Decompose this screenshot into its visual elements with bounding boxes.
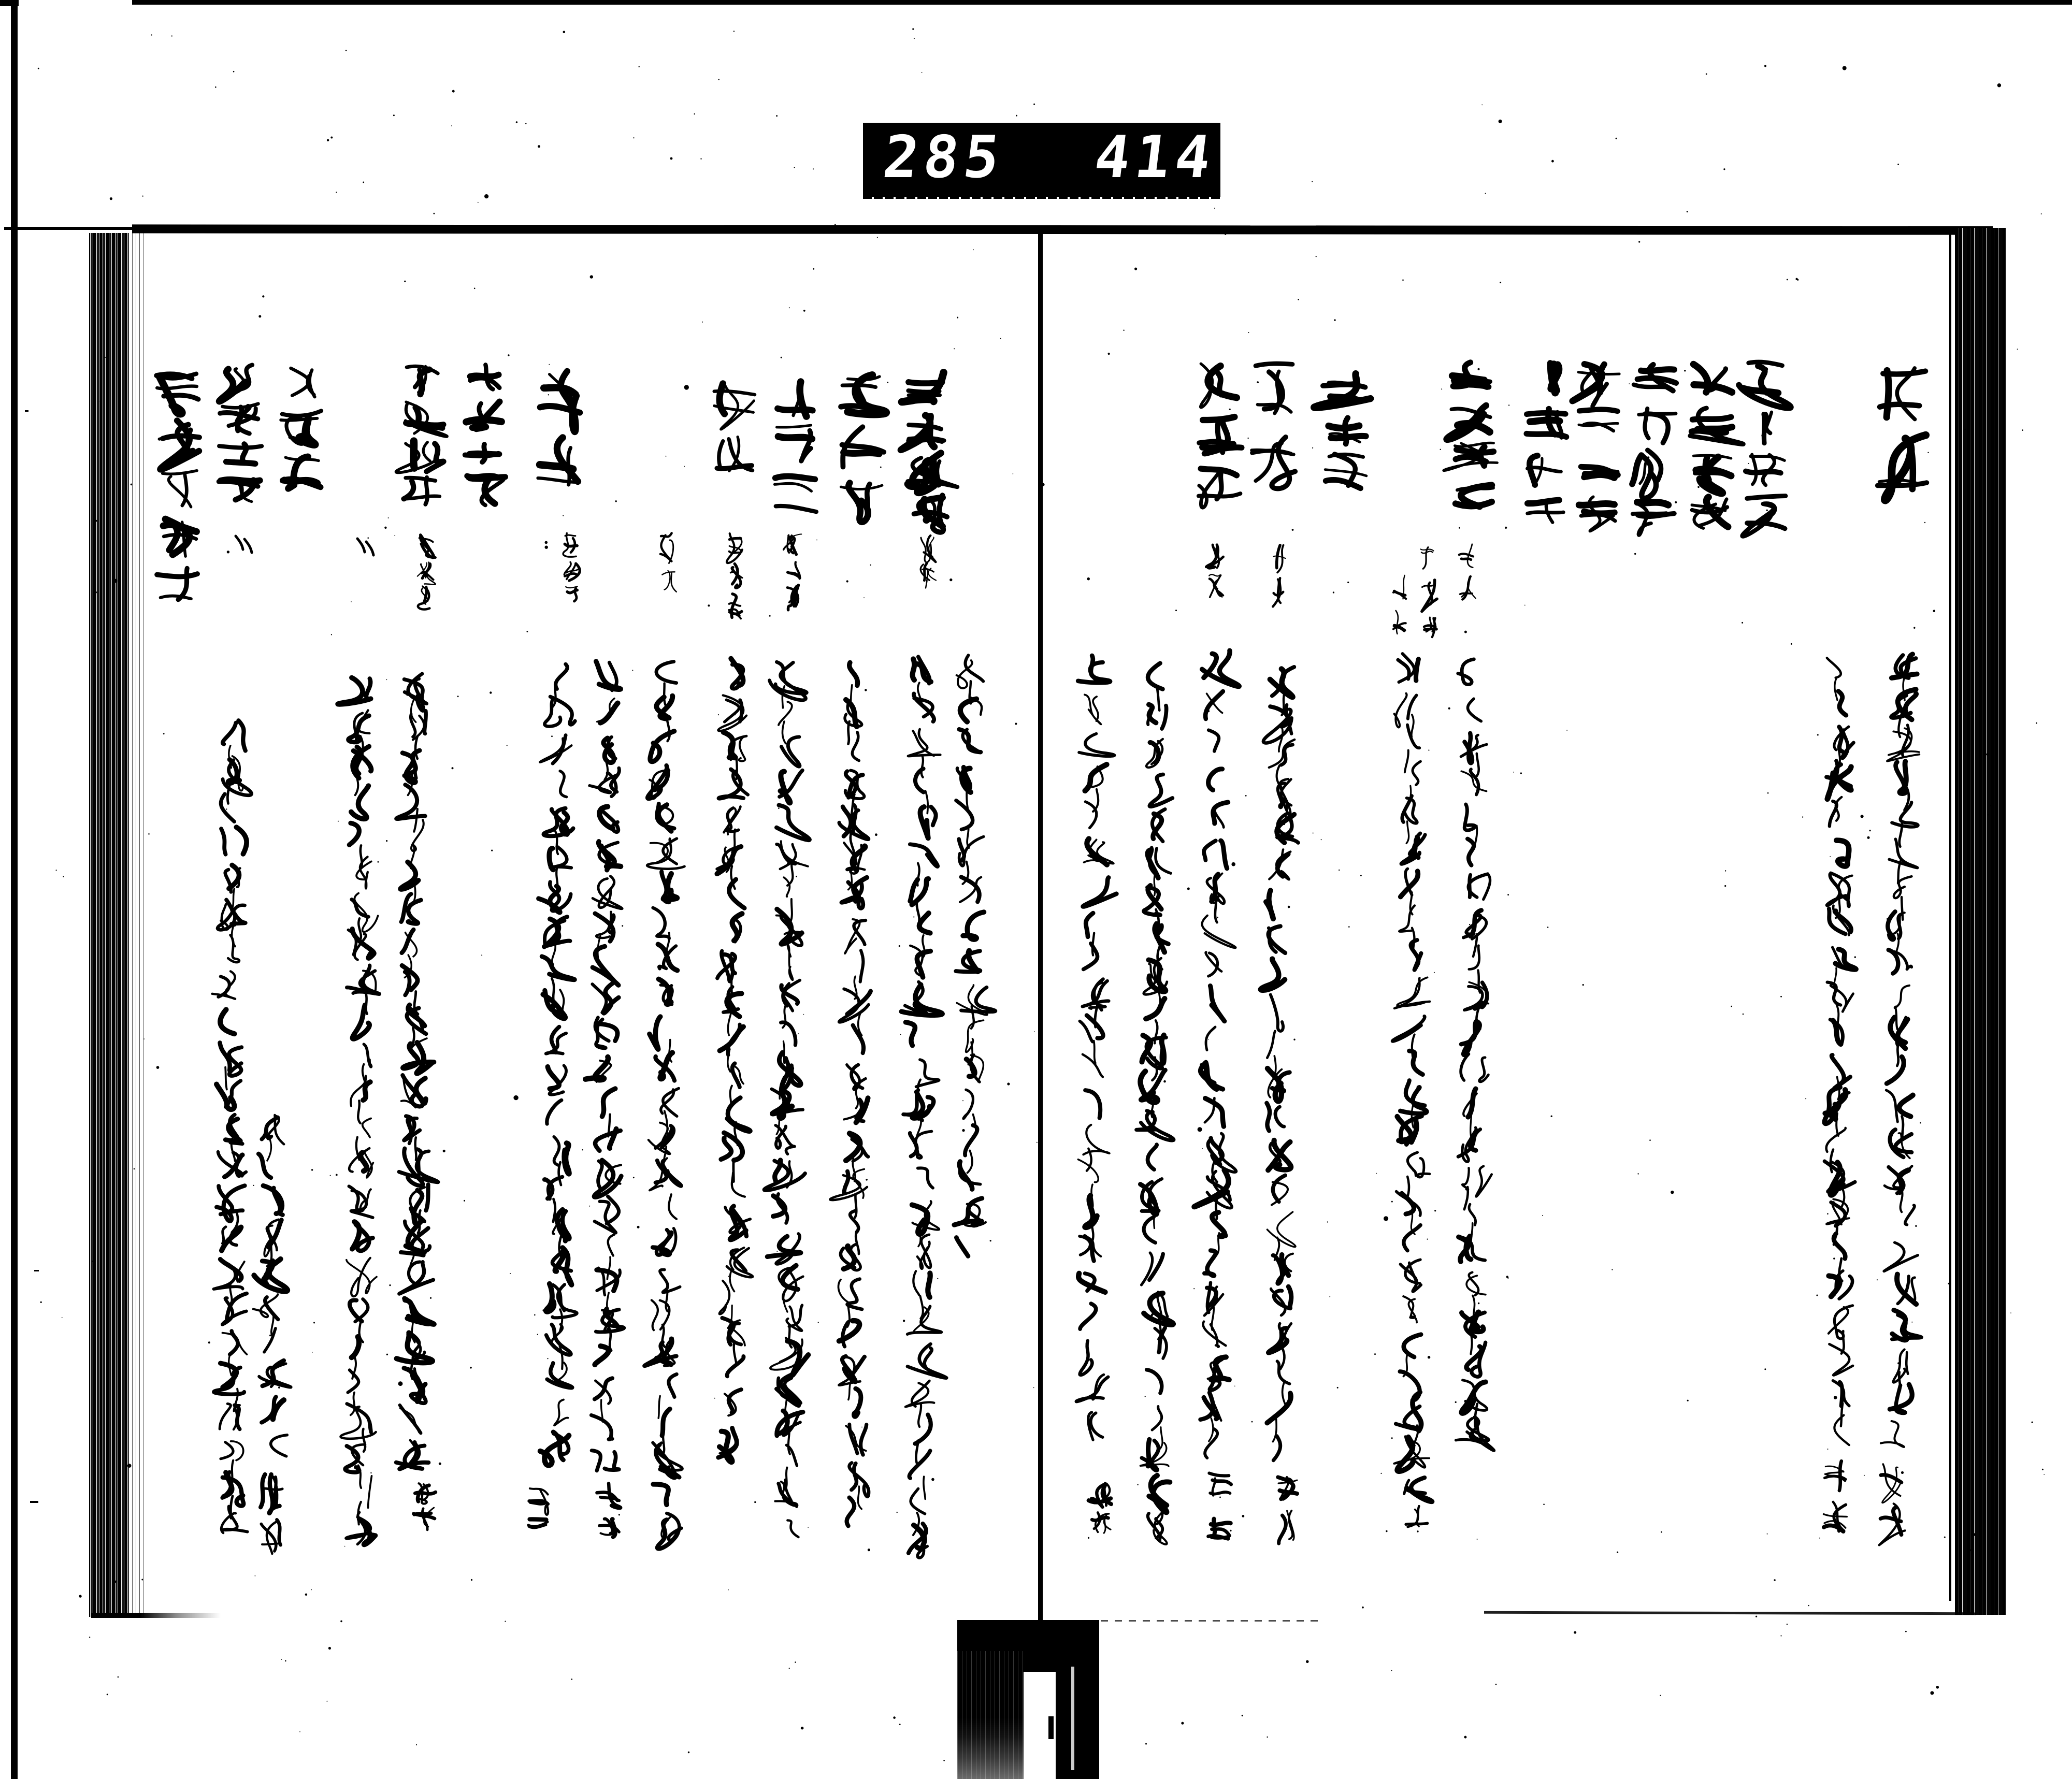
attribution bbox=[597, 1483, 621, 1537]
attribution bbox=[1089, 1483, 1112, 1533]
citation-note bbox=[1393, 575, 1406, 634]
headword-column bbox=[1690, 364, 1744, 528]
counter-left-value: 285 bbox=[880, 123, 1009, 191]
headword-column bbox=[1252, 364, 1296, 488]
citation-note bbox=[418, 535, 436, 610]
attribution bbox=[1823, 1461, 1847, 1531]
body-text-column bbox=[1881, 654, 1921, 1447]
citation-note bbox=[784, 534, 802, 610]
citation-note bbox=[1273, 545, 1286, 607]
body-text-column bbox=[1076, 656, 1117, 1440]
headword-column bbox=[1632, 365, 1676, 535]
headword-column bbox=[1199, 364, 1242, 508]
body-text-column bbox=[717, 659, 753, 1463]
headword-column bbox=[396, 366, 447, 504]
attribution bbox=[1879, 1464, 1905, 1545]
attribution bbox=[413, 1483, 435, 1530]
citation-note bbox=[727, 533, 742, 618]
body-text-column bbox=[1824, 658, 1856, 1445]
headword-column bbox=[714, 384, 755, 471]
body-text-column bbox=[954, 655, 996, 1256]
headword-column bbox=[901, 372, 958, 532]
attribution bbox=[1208, 1473, 1231, 1539]
headword-column bbox=[1314, 374, 1371, 488]
citation-note bbox=[563, 533, 580, 602]
body-text-column bbox=[1456, 659, 1494, 1451]
headword-column bbox=[281, 368, 321, 488]
body-text-column bbox=[644, 662, 684, 1549]
ditto-mark bbox=[357, 539, 373, 555]
headword-column bbox=[1527, 363, 1566, 523]
headword-column bbox=[1444, 363, 1498, 507]
body-text-column bbox=[1194, 650, 1239, 1458]
body-text-column bbox=[338, 678, 379, 1545]
headword-column bbox=[1573, 364, 1620, 531]
headword-column bbox=[465, 365, 506, 505]
body-text-column bbox=[1392, 654, 1430, 1471]
headword-column bbox=[774, 380, 816, 512]
body-text-column bbox=[1261, 667, 1299, 1460]
body-text-column bbox=[539, 664, 577, 1465]
counter-right-value: 414. bbox=[1091, 123, 1260, 191]
citation-note bbox=[660, 533, 677, 591]
body-text-column bbox=[1136, 663, 1174, 1544]
body-text-column bbox=[830, 662, 870, 1526]
attribution bbox=[528, 1488, 548, 1528]
body-text-column bbox=[901, 657, 946, 1558]
citation-note bbox=[1459, 544, 1476, 600]
ditto-mark bbox=[236, 536, 252, 553]
attribution bbox=[1404, 1478, 1433, 1527]
citation-note bbox=[1206, 545, 1224, 597]
body-text-column bbox=[212, 720, 252, 1533]
body-text-column bbox=[585, 661, 624, 1471]
headword-column bbox=[219, 365, 262, 502]
headword-column bbox=[841, 375, 886, 522]
headword-column bbox=[156, 374, 199, 600]
section-heading-right bbox=[1878, 368, 1927, 500]
attribution bbox=[1278, 1477, 1297, 1543]
body-text-column bbox=[396, 674, 438, 1469]
citation-note bbox=[920, 536, 936, 588]
body-text-column bbox=[764, 662, 809, 1537]
attribution bbox=[261, 1474, 282, 1554]
headword-column bbox=[538, 371, 580, 485]
body-text-column bbox=[253, 1115, 291, 1456]
citation-note bbox=[1421, 547, 1437, 638]
headword-column bbox=[1739, 362, 1791, 537]
